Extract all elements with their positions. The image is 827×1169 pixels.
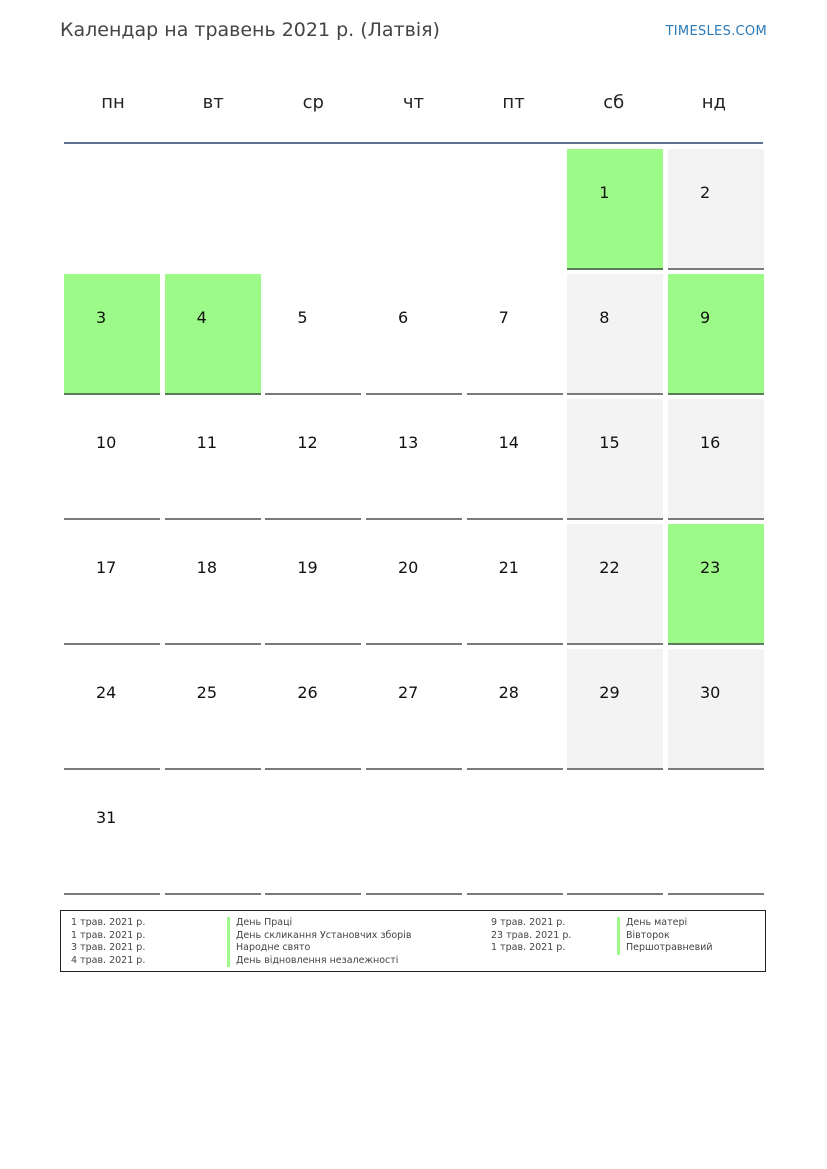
calendar-week-row xyxy=(64,774,764,899)
cell-bottom-border xyxy=(265,393,361,395)
cell-bottom-border xyxy=(567,893,663,895)
cell-bottom-border xyxy=(467,393,563,395)
day-cell xyxy=(165,274,261,395)
day-number: 13 xyxy=(397,433,419,452)
cell-bottom-border xyxy=(64,768,160,770)
weekday-label: пт xyxy=(502,92,525,113)
day-number: 30 xyxy=(699,683,721,702)
day-number: 7 xyxy=(498,308,509,327)
empty-day-cell xyxy=(668,774,764,895)
page-title: Календар на травень 2021 р. (Латвія) xyxy=(60,19,440,41)
day-cell xyxy=(668,149,764,270)
empty-day-cell xyxy=(567,774,663,895)
day-number: 12 xyxy=(297,433,318,452)
cell-bottom-border xyxy=(366,643,462,645)
day-number: 22 xyxy=(599,558,620,577)
day-number: 14 xyxy=(498,433,519,452)
day-cell xyxy=(567,524,663,645)
day-cell xyxy=(265,649,361,770)
day-number: 26 xyxy=(297,683,318,702)
empty-day-cell xyxy=(366,149,462,270)
cell-bottom-border xyxy=(467,643,563,645)
weekday-label: нд xyxy=(701,92,726,113)
calendar-week-row xyxy=(64,149,764,274)
site-link[interactable]: TIMESLES.COM xyxy=(665,24,767,39)
weekday-label: чт xyxy=(402,92,424,113)
day-cell xyxy=(265,524,361,645)
day-cell xyxy=(567,399,663,520)
day-cell xyxy=(265,399,361,520)
day-cell xyxy=(366,649,462,770)
day-number: 11 xyxy=(196,433,218,452)
empty-day-cell xyxy=(366,774,462,895)
cell-bottom-border xyxy=(64,643,160,645)
day-number: 19 xyxy=(297,558,318,577)
cell-bottom-border xyxy=(165,893,261,895)
cell-bottom-border xyxy=(668,893,764,895)
weekday-label: сб xyxy=(603,92,625,113)
day-number: 10 xyxy=(96,433,117,452)
cell-bottom-border xyxy=(668,643,764,645)
day-cell xyxy=(366,399,462,520)
weekday-label: ср xyxy=(302,92,324,113)
day-cell xyxy=(668,524,764,645)
cell-bottom-border xyxy=(467,518,563,520)
cell-bottom-border xyxy=(567,268,663,270)
day-number: 4 xyxy=(196,308,207,327)
cell-bottom-border xyxy=(567,643,663,645)
day-number: 21 xyxy=(498,558,519,577)
cell-bottom-border xyxy=(265,643,361,645)
legend-names-right xyxy=(617,917,713,955)
day-number: 24 xyxy=(96,683,117,702)
cell-bottom-border xyxy=(165,643,261,645)
legend-date: 4 трав. 2021 р. xyxy=(71,954,146,966)
day-cell xyxy=(64,399,160,520)
day-cell xyxy=(366,274,462,395)
header-divider xyxy=(64,142,763,144)
weekday-header xyxy=(63,92,764,113)
day-cell xyxy=(64,524,160,645)
cell-bottom-border xyxy=(366,393,462,395)
calendar-week-row xyxy=(64,399,764,524)
legend-date: 9 трав. 2021 р. xyxy=(491,917,566,928)
day-cell xyxy=(567,274,663,395)
cell-bottom-border xyxy=(265,893,361,895)
day-cell xyxy=(165,399,261,520)
day-number: 17 xyxy=(96,558,117,577)
day-number: 15 xyxy=(599,433,620,452)
cell-bottom-border xyxy=(64,893,160,895)
day-number: 3 xyxy=(96,308,107,327)
legend-holiday-name: День Праці xyxy=(227,917,411,930)
calendar-week-row xyxy=(64,274,764,399)
day-number: 2 xyxy=(699,183,711,202)
cell-bottom-border xyxy=(467,893,563,895)
day-cell xyxy=(668,274,764,395)
legend-date: 3 трав. 2021 р. xyxy=(71,942,146,954)
day-number: 23 xyxy=(699,558,721,577)
day-cell xyxy=(567,149,663,270)
empty-day-cell xyxy=(165,774,261,895)
day-number: 27 xyxy=(397,683,419,702)
legend-holiday-name: День скликання Установчих зборів xyxy=(227,930,411,943)
cell-bottom-border xyxy=(64,518,160,520)
day-number: 8 xyxy=(599,308,610,327)
day-number: 1 xyxy=(599,183,610,202)
day-cell xyxy=(64,774,160,895)
cell-bottom-border xyxy=(165,393,261,395)
day-cell xyxy=(64,274,160,395)
cell-bottom-border xyxy=(668,393,764,395)
day-cell xyxy=(668,649,764,770)
legend-holiday-name: Першотравневий xyxy=(617,942,713,955)
legend-holiday-name: День відновлення незалежності xyxy=(227,955,411,968)
cell-bottom-border xyxy=(165,768,261,770)
empty-day-cell xyxy=(265,774,361,895)
empty-day-cell xyxy=(467,149,563,270)
day-number: 29 xyxy=(599,683,620,702)
calendar-week-row xyxy=(64,649,764,774)
legend-dates-left xyxy=(71,917,145,967)
day-cell xyxy=(265,274,361,395)
day-cell xyxy=(165,524,261,645)
legend-date: 23 трав. 2021 р. xyxy=(491,929,572,941)
legend-holiday-name: Вівторок xyxy=(617,930,713,943)
cell-bottom-border xyxy=(567,518,663,520)
empty-day-cell xyxy=(265,149,361,270)
cell-bottom-border xyxy=(668,268,764,270)
day-number: 31 xyxy=(96,808,117,827)
empty-day-cell xyxy=(64,149,160,270)
legend-holiday-name: День матері xyxy=(617,917,713,930)
cell-bottom-border xyxy=(366,518,462,520)
cell-bottom-border xyxy=(668,518,764,520)
calendar-grid xyxy=(64,149,764,899)
legend-date: 1 трав. 2021 р. xyxy=(71,917,146,928)
cell-bottom-border xyxy=(366,768,462,770)
day-number: 28 xyxy=(498,683,519,702)
day-cell xyxy=(467,524,563,645)
day-number: 5 xyxy=(297,308,308,327)
legend-names-left xyxy=(227,917,411,967)
day-number: 20 xyxy=(397,558,419,577)
legend-date: 1 трав. 2021 р. xyxy=(71,929,146,941)
day-cell xyxy=(64,649,160,770)
holiday-legend xyxy=(60,910,766,972)
cell-bottom-border xyxy=(265,768,361,770)
cell-bottom-border xyxy=(64,393,160,395)
day-number: 18 xyxy=(196,558,218,577)
day-cell xyxy=(467,399,563,520)
day-cell xyxy=(165,649,261,770)
empty-day-cell xyxy=(467,774,563,895)
cell-bottom-border xyxy=(567,768,663,770)
cell-bottom-border xyxy=(668,768,764,770)
cell-bottom-border xyxy=(366,893,462,895)
cell-bottom-border xyxy=(165,518,261,520)
cell-bottom-border xyxy=(265,518,361,520)
day-cell xyxy=(567,649,663,770)
calendar-week-row xyxy=(64,524,764,649)
day-cell xyxy=(467,274,563,395)
cell-bottom-border xyxy=(467,768,563,770)
legend-holiday-name: Народне свято xyxy=(227,942,411,955)
legend-date: 1 трав. 2021 р. xyxy=(491,942,566,954)
day-number: 16 xyxy=(699,433,721,452)
weekday-label: пн xyxy=(101,92,125,113)
day-cell xyxy=(467,649,563,770)
legend-dates-right xyxy=(491,917,571,955)
day-cell xyxy=(668,399,764,520)
day-cell xyxy=(366,524,462,645)
day-number: 25 xyxy=(196,683,218,702)
day-number: 6 xyxy=(397,308,409,327)
day-number: 9 xyxy=(699,308,711,327)
weekday-label: вт xyxy=(202,92,224,113)
cell-bottom-border xyxy=(567,393,663,395)
empty-day-cell xyxy=(165,149,261,270)
